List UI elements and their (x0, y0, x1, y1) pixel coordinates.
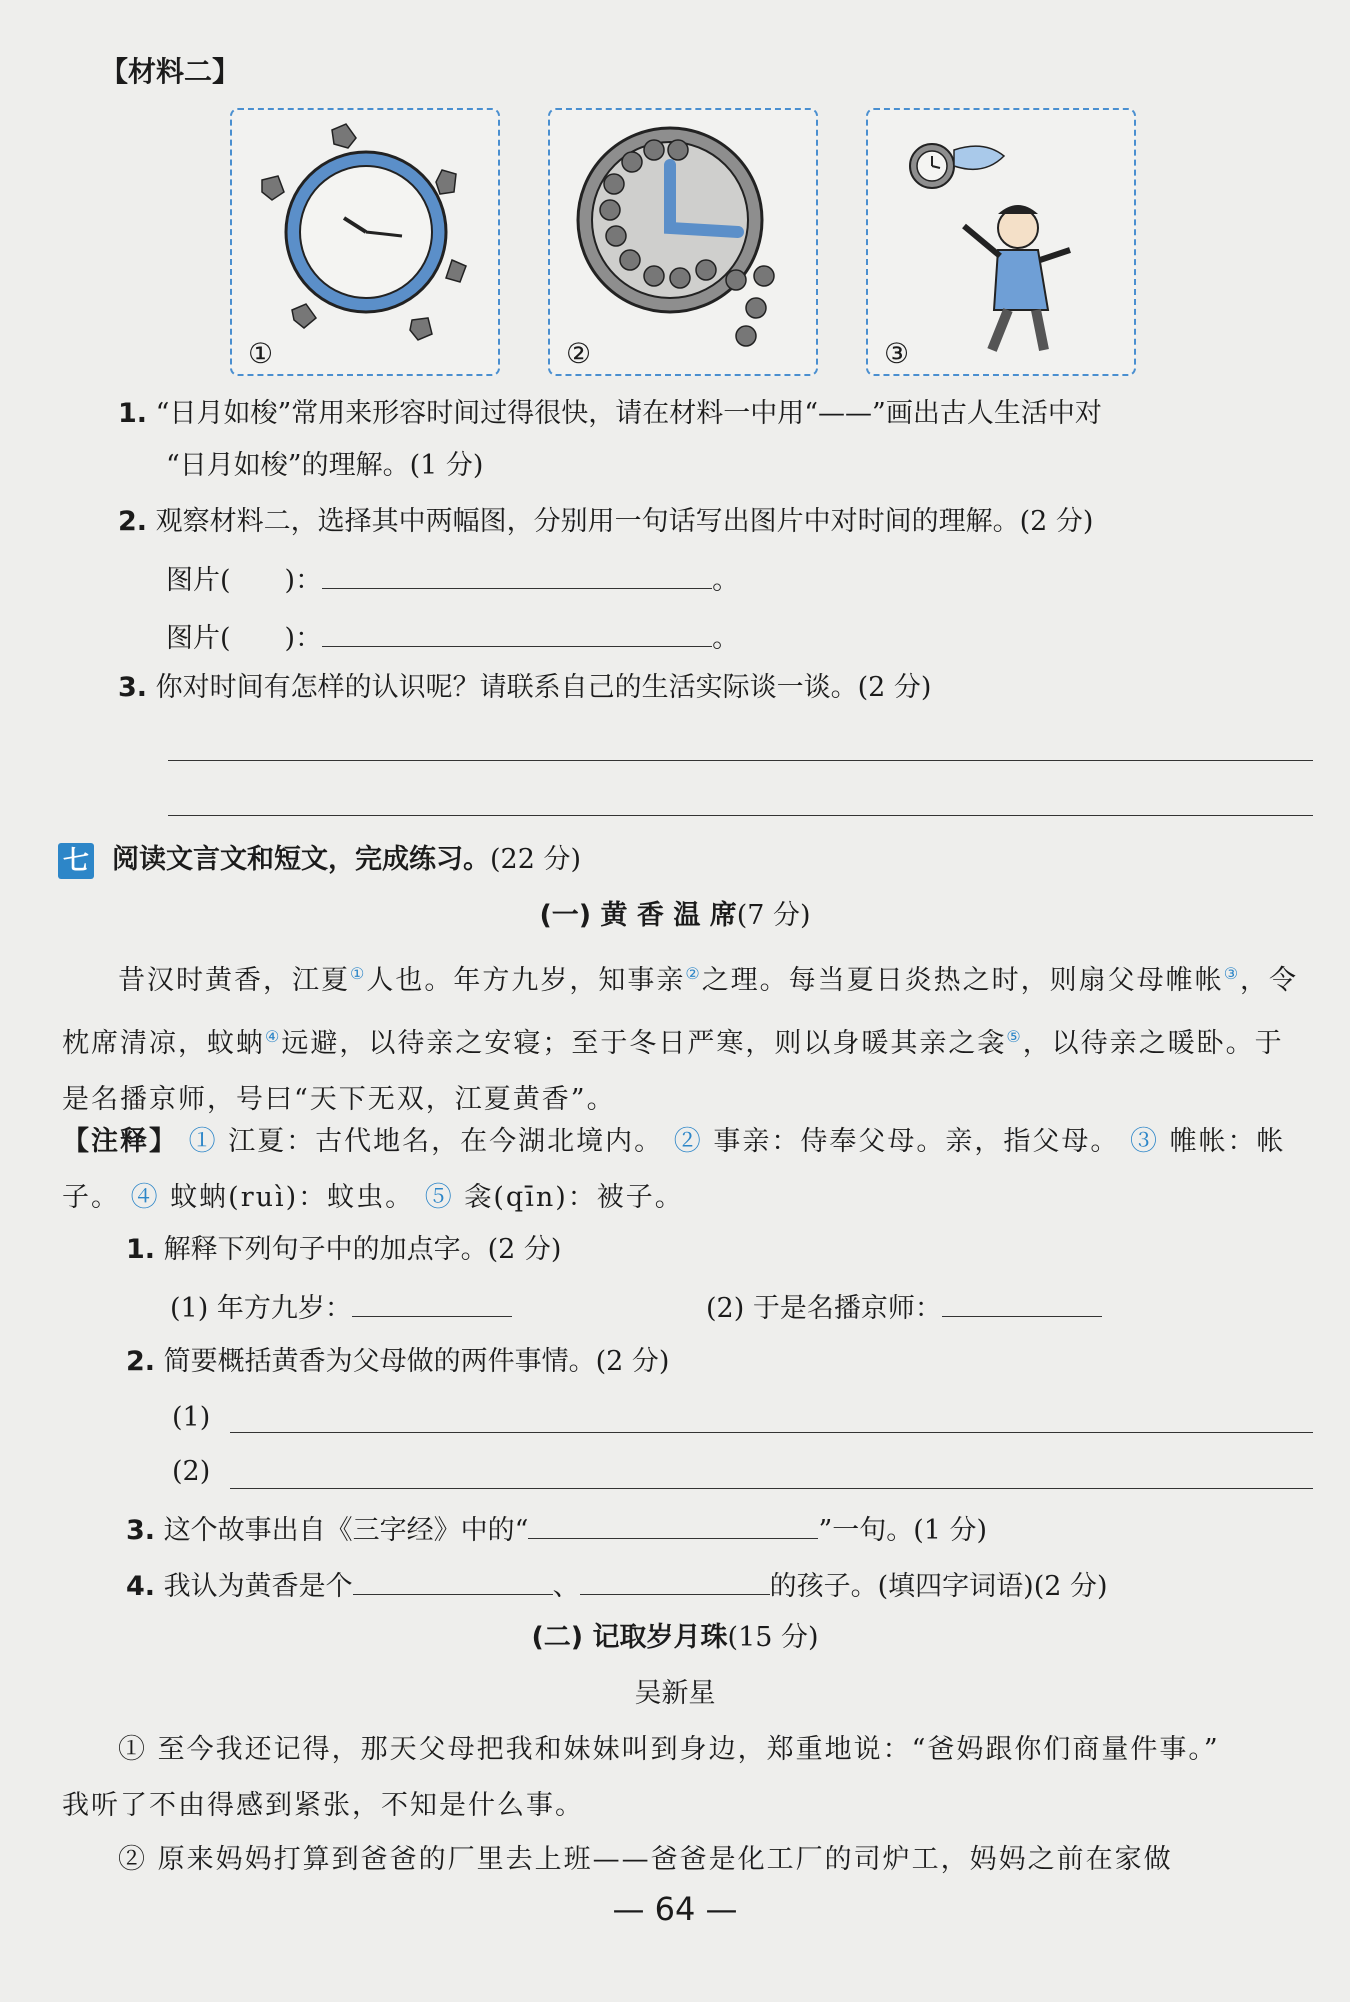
question-text: ”一句。(1 分) (818, 1515, 988, 1546)
part1-q2-b-label: (2) (172, 1456, 211, 1487)
answer-blank[interactable] (942, 1286, 1102, 1317)
panel-number: ① (248, 337, 274, 370)
part-score: (15 分) (727, 1622, 819, 1653)
note-mark: ② (673, 1126, 703, 1157)
question-text: 观察材料二，选择其中两幅图，分别用一句话写出图片中对时间的理解。(2 分) (155, 506, 1094, 537)
answer-blank[interactable] (352, 1286, 512, 1317)
sub-question: (2) 于是名播京师： (706, 1293, 942, 1324)
panel-number: ② (566, 337, 592, 370)
part1-q1-b (706, 1286, 1102, 1329)
author: 吴新星 (634, 1678, 716, 1709)
footnote-mark: ③ (1223, 964, 1241, 983)
note-mark: ③ (1129, 1126, 1159, 1157)
row-end: 。 (712, 565, 740, 596)
note-text: 衾(qīn)：被子。 (464, 1182, 684, 1213)
question-text: 解释下列句子中的加点字。(2 分) (163, 1234, 562, 1265)
note-text: 蚊蚋(ruì)：蚊虫。 (170, 1182, 415, 1213)
part1-question-1 (126, 1230, 561, 1270)
note-mark: ④ (130, 1182, 160, 1213)
question-text: “日月如梭”常用来形容时间过得很快，请在材料一中用“——”画出古人生活中对 (155, 398, 1102, 429)
question-number: 3. (126, 1515, 156, 1546)
part-score: (7 分) (736, 900, 811, 931)
question-number: 2. (126, 1346, 156, 1377)
answer-row-picture-2 (166, 616, 739, 659)
section-score: (22 分) (490, 844, 582, 875)
answer-blank[interactable] (322, 616, 712, 647)
answer-line[interactable] (168, 815, 1313, 816)
footnote-mark: ① (350, 964, 367, 983)
image-panel-2 (548, 108, 818, 376)
note-label: 【注释】 (62, 1126, 178, 1157)
passage-text: 帐 (1194, 965, 1224, 996)
note-mark: ① (188, 1126, 218, 1157)
panel-number: ③ (884, 337, 910, 370)
annotations (62, 1114, 1312, 1226)
part1-q1-a (170, 1286, 512, 1329)
passage-text: 之理。每当夏日炎热之时，则扇父母帷 (701, 965, 1195, 996)
section-badge: 七 (58, 843, 94, 879)
question-text: 、 (552, 1571, 580, 1602)
question-1-cont: “日月如梭”的理解。(1 分) (166, 450, 484, 481)
section-7-heading (112, 840, 581, 880)
question-1 (118, 394, 1102, 434)
answer-blank[interactable] (353, 1564, 553, 1595)
classical-passage (62, 946, 1312, 1128)
question-number: 3. (118, 672, 148, 703)
part-1-title (0, 896, 1350, 936)
answer-blank[interactable] (322, 558, 712, 589)
flying-clock-man-icon (868, 110, 1134, 374)
answer-line[interactable] (230, 1488, 1313, 1489)
answer-blank[interactable] (528, 1508, 818, 1539)
question-number: 2. (118, 506, 148, 537)
passage-text: ，令枕席清凉，蚊蚋 (62, 965, 1299, 1059)
question-number: 1. (126, 1234, 156, 1265)
answer-row-picture-1 (166, 558, 739, 601)
story-paragraph-1-cont: 我听了不由得感到紧张，不知是什么事。 (62, 1790, 584, 1821)
sub-question: (1) 年方九岁： (170, 1293, 352, 1324)
answer-blank[interactable] (580, 1564, 770, 1595)
row-end: 。 (712, 623, 740, 654)
part1-question-3 (126, 1508, 987, 1551)
note-text: 江夏：古代地名，在今湖北境内。 (228, 1126, 664, 1157)
image-panel-1 (230, 108, 500, 376)
question-text: 简要概括黄香为父母做的两件事情。(2 分) (163, 1346, 670, 1377)
answer-line[interactable] (168, 760, 1313, 761)
story-paragraph-1: ① 至今我还记得，那天父母把我和妹妹叫到身边，郑重地说：“爸妈跟你们商量件事。” (118, 1734, 1220, 1765)
passage-text: 人也。年方九岁，知事亲 (366, 965, 686, 996)
note-text: 事亲：侍奉父母。亲，指父母。 (713, 1126, 1120, 1157)
question-number: 4. (126, 1571, 156, 1602)
page-number: — 64 — (612, 1890, 738, 1928)
clock-runners-icon (232, 110, 498, 374)
part1-question-4 (126, 1564, 1108, 1607)
passage-text: 远避，以待亲之安寝；至于冬日严寒，则以身暖其亲之衾 (281, 1028, 1007, 1059)
row-label: 图片( )： (166, 565, 323, 596)
question-number: 1. (118, 398, 148, 429)
part-2-title (0, 1618, 1350, 1658)
note-text: 帷 (1169, 1126, 1199, 1157)
passage-text: ，以待亲 (1022, 1028, 1139, 1059)
part-title: (二) 记取岁月珠 (531, 1622, 728, 1653)
clock-coins-icon (550, 110, 816, 374)
row-label: 图片( )： (166, 623, 323, 654)
question-text: 我认为黄香是个 (163, 1571, 353, 1602)
part1-question-2 (126, 1342, 669, 1382)
question-3 (118, 668, 931, 708)
footnote-mark: ④ (265, 1027, 282, 1046)
material2-label: 【材料二】 (100, 55, 241, 88)
note-mark: ⑤ (424, 1182, 454, 1213)
image-panel-3 (866, 108, 1136, 376)
story-paragraph-2: ② 原来妈妈打算到爸爸的厂里去上班——爸爸是化工厂的司炉工，妈妈之前在家做 (118, 1844, 1173, 1875)
passage-text: 昔汉时黄香，江夏 (118, 965, 350, 996)
answer-line[interactable] (230, 1432, 1313, 1433)
part-title: (一) 黄 香 温 席 (539, 900, 737, 931)
section-title: 阅读文言文和短文，完成练习。 (112, 844, 490, 875)
question-text: 这个故事出自《三字经》中的“ (163, 1515, 529, 1546)
note-text: 帐：帐子。 (62, 1126, 1286, 1213)
question-text: 的孩子。(填四字词语)(2 分) (769, 1571, 1108, 1602)
passage-text: 之暖卧。于是名播京师，号曰“天下无双，江夏黄香”。 (62, 1028, 1284, 1115)
footnote-mark: ② (685, 964, 702, 983)
part1-q2-a-label: (1) (172, 1402, 211, 1433)
question-2 (118, 502, 1093, 542)
question-text: 你对时间有怎样的认识呢？请联系自己的生活实际谈一谈。(2 分) (155, 672, 932, 703)
footnote-mark: ⑤ (1006, 1027, 1023, 1046)
